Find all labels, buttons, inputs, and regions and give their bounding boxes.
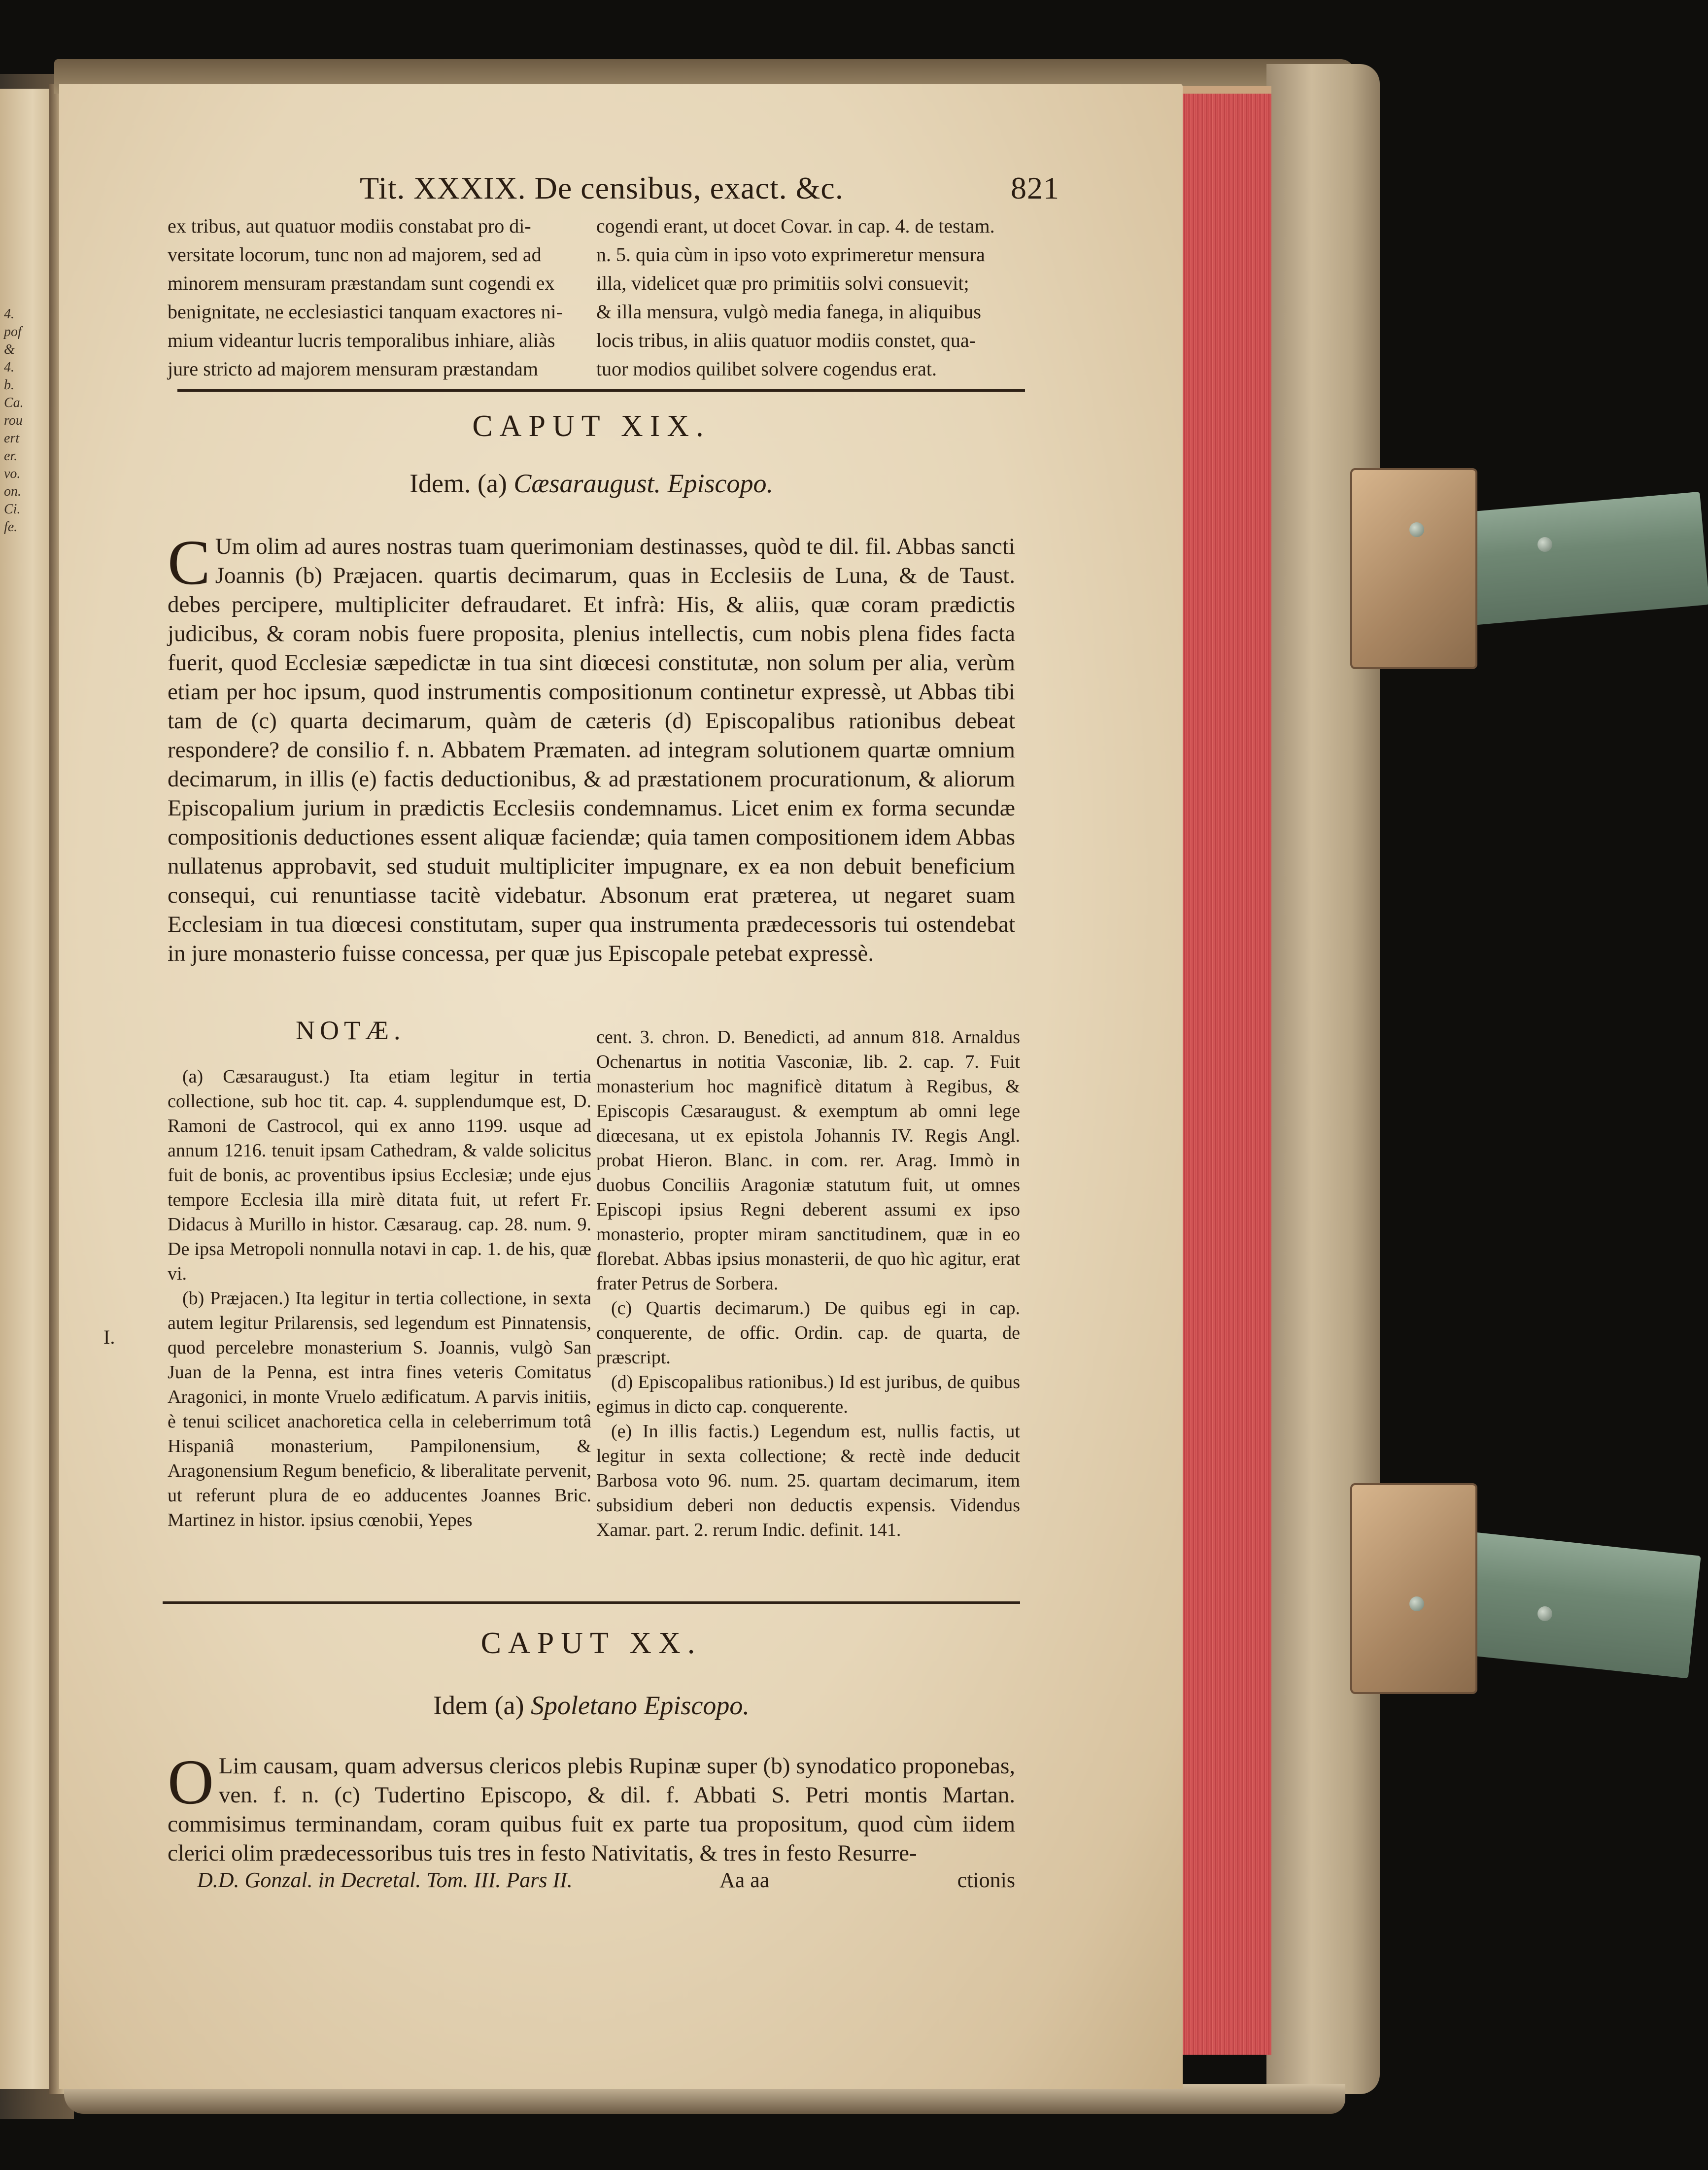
subtitle-prefix: Idem. (a) [410, 469, 507, 498]
subtitle-addressee: Spoletano Episcopo. [530, 1691, 750, 1720]
chapter-heading: CAPUT XX. [480, 1627, 702, 1660]
facing-page-fragments: 4. pof & 4. b. Ca. rou ert er. vo. on. Ci. fe. [4, 306, 24, 535]
text-line: illa, videlicet quæ pro primitiis solvi consuevit; [596, 272, 969, 294]
red-fore-edge [1173, 94, 1271, 2055]
clasp-block-upper [1350, 468, 1477, 669]
running-header [133, 170, 1059, 204]
chapter-body [168, 1747, 1015, 1868]
drop-capital: O [168, 1747, 214, 1818]
text-line: minorem mensuram præstandam sunt cogendi ex [168, 272, 555, 294]
chapter-text: Lim causam, quam adversus clericos plebis Rupinæ super (b) synodatico proponebas, ven. f. n. (c) Tudertino Episcopo, & dil. f. Abbati S. Petri montis Martan. commisimus terminandam, coram quibus fuit ex parte tua propositum, quod cùm iidem clerici olim prædecessoribus tuis tres in festo Nativitatis, & tres in festo Resurre- [168, 1753, 1015, 1866]
drop-capital: C [168, 527, 210, 598]
chapter-subtitle [345, 1690, 838, 1721]
book-cover-right [1266, 64, 1380, 2094]
text-line: ex tribus, aut quatuor modiis constabat pro di- [168, 215, 531, 237]
top-right-column [596, 212, 1025, 383]
note-paragraph: (c) Quartis decimarum.) De quibus egi in cap. conquerente, de offic. Ordin. cap. de quarta, de præscript. [596, 1298, 1020, 1368]
note-paragraph: (a) Cæsaraugust.) Ita etiam legitur in tertia collectione, sub hoc tit. cap. 4. supplendumque est, D. Ramoni de Castrocol, qui ex anno 1199. usque ad annum 1216. tenuit ipsam Cathedram, & valde solicitus fuit de bonis, ac proventibus ipsius Ecclesiæ; unde ejus tempore Ecclesia illa mirè ditata fuit, ut refert Fr. Didacus à Murillo in histor. Cæsaraug. cap. 28. num. 9. De ipsa Metropoli nonnulla notavi in cap. 1. de his, quæ vi. [168, 1066, 591, 1284]
text-line: cogendi erant, ut docet Covar. in cap. 4. de testam. [596, 215, 995, 237]
chapter-text: Um olim ad aures nostras tuam querimoniam destinasses, quòd te dil. fil. Abbas sancti Joannis (b) Præjacen. quartis decimarum, quas in Ecclesiis de Luna, & de Taust. debes percipere, multipliciter defraudaret. Et infrà: His, & aliis, quæ coram prædictis judicibus, & coram nobis fuere proposita, plenius intellectis, cum nobis plena fides facta fuerit, quod Ecclesiæ sæpedictæ in tua sint diœcesi constitutæ, non solum per alia, verùm etiam per hoc ipsum, quod instrumentis compositionum continetur expressè, ut Abbas tibi tam de (c) quarta decimarum, quàm de cæteris (d) Episcopalibus rationibus debeat respondere? de consilio f. n. Abbatem Præmaten. ad integram solutionem quartæ omnium decimarum, in illis (e) factis deductionibus, & ad præstationem procurationum, & aliorum Episcopalium jurium in prædictis Ecclesiis condemnamus. Licet enim ex forma secundæ compositionis deductiones essent aliquæ faciendæ; quia tamen compositionem idem Abbas nullatenus approbavit, sed studuit multipliciter impugnare, ex ea non debuit beneficium consequi, cui renuntiasse tacitè videbatur. Absonum erat præterea, ut negaret suam Ecclesiam in tua diœcesi constitutam, super qua instrumenta prædecessoris tui ostendebat in jure monasterio fuisse concessa, per quæ jus Episcopale petebat expressè. [168, 534, 1015, 966]
text-line: mium videantur lucris temporalibus inhiare, aliàs [168, 329, 555, 351]
section-divider [177, 389, 1025, 392]
text-line: benignitate, ne ecclesiastici tanquam exactores ni- [168, 301, 563, 323]
note-paragraph: cent. 3. chron. D. Benedicti, ad annum 818. Arnaldus Ochenartus in notitia Vasconiæ, lib. 2. cap. 7. Fuit monasterium hoc magnificè ditatum à Regibus, & Episcopis Cæsaraugust. & exemptum ab omni lege diœcesana, ut ex epistola Johannis IV. Regis Angl. probat Hieron. Blanc. in com. rer. Arag. Immò in duobus Conciliis Aragoniæ statutum fuit, ut omnes Episcopi ipsius Regni deberent assumi ex ipso monasterio, propter miram sanctitudinem, quæ in eo florebat. Abbas ipsius monasterii, de quo hìc agitur, erat frater Petrus de Sorbera. [596, 1027, 1020, 1294]
catchword: ctionis [957, 1868, 1015, 1892]
rivet-icon [1409, 522, 1424, 537]
chapter-subtitle [345, 468, 838, 499]
rivet-icon [1537, 1606, 1552, 1621]
clasp-block-lower [1350, 1483, 1477, 1694]
text-line: locis tribus, in aliis quatuor modiis constet, qua- [596, 329, 976, 351]
text-line: n. 5. quia cùm in ipso voto exprimeretur mensura [596, 243, 985, 266]
top-left-column [168, 212, 591, 383]
notes-right-column [596, 1025, 1020, 1542]
page-footer [168, 1867, 1015, 1897]
text-line: jure stricto ad majorem mensuram præstandam [168, 358, 539, 380]
running-title: Tit. XXXIX. De censibus, exact. &c. [360, 170, 844, 205]
notes-heading: NOTÆ. [296, 1016, 406, 1045]
text-line: tuor modios quilibet solvere cogendus erat. [596, 358, 937, 380]
clasp-strap-upper [1444, 492, 1708, 627]
chapter-heading: CAPUT XIX. [472, 409, 711, 443]
text-line: & illa mensura, vulgò media fanega, in aliquibus [596, 301, 981, 323]
rivet-icon [1409, 1596, 1424, 1611]
signature-mark: Aa aa [719, 1868, 770, 1892]
subtitle-prefix: Idem (a) [433, 1691, 524, 1720]
text-line: versitate locorum, tunc non ad majorem, sed ad [168, 243, 542, 266]
section-divider [163, 1601, 1020, 1604]
note-paragraph: (b) Præjacen.) Ita legitur in tertia collectione, in sexta autem legitur Prilarensis, sed legendum est Pinnatensis, quod percelebre monasterium S. Joannis, vulgò San Juan de la Penna, est intra fines veteris Comitatus Aragonici, in monte Vruelo ædificatum. A parvis initiis, è tenui scilicet anachoretica cella in celeberrimum totâ Hispaniâ monasterium, Pampilonensium, & Aragonensium Regum beneficio, & liberalitate pervenit, ut referunt plura de eo adducentes Joannes Bric. Martinez in histor. ipsius cœnobii, Yepes [168, 1288, 591, 1530]
notes-left-column [168, 1064, 591, 1532]
note-paragraph: (d) Episcopalibus rationibus.) Id est juribus, de quibus egimus in dicto cap. conquerente. [596, 1372, 1020, 1417]
footer-volume: D.D. Gonzal. in Decretal. Tom. III. Pars II. [197, 1868, 573, 1892]
margin-mark: I. [103, 1326, 115, 1348]
subtitle-addressee: Cæsaraugust. Episcopo. [513, 469, 773, 498]
chapter-body [168, 527, 1015, 968]
facing-page-edge [0, 89, 54, 2089]
rivet-icon [1537, 537, 1552, 552]
note-paragraph: (e) In illis factis.) Legendum est, nullis factis, ut legitur in sexta collectione; & rectè inde deducit Barbosa voto 96. num. 25. quartam decimarum, item subsidium deberi non deductis expensis. Videndus Xamar. part. 2. rerum Indic. definit. 141. [596, 1421, 1020, 1540]
page-number: 821 [1011, 170, 1059, 205]
